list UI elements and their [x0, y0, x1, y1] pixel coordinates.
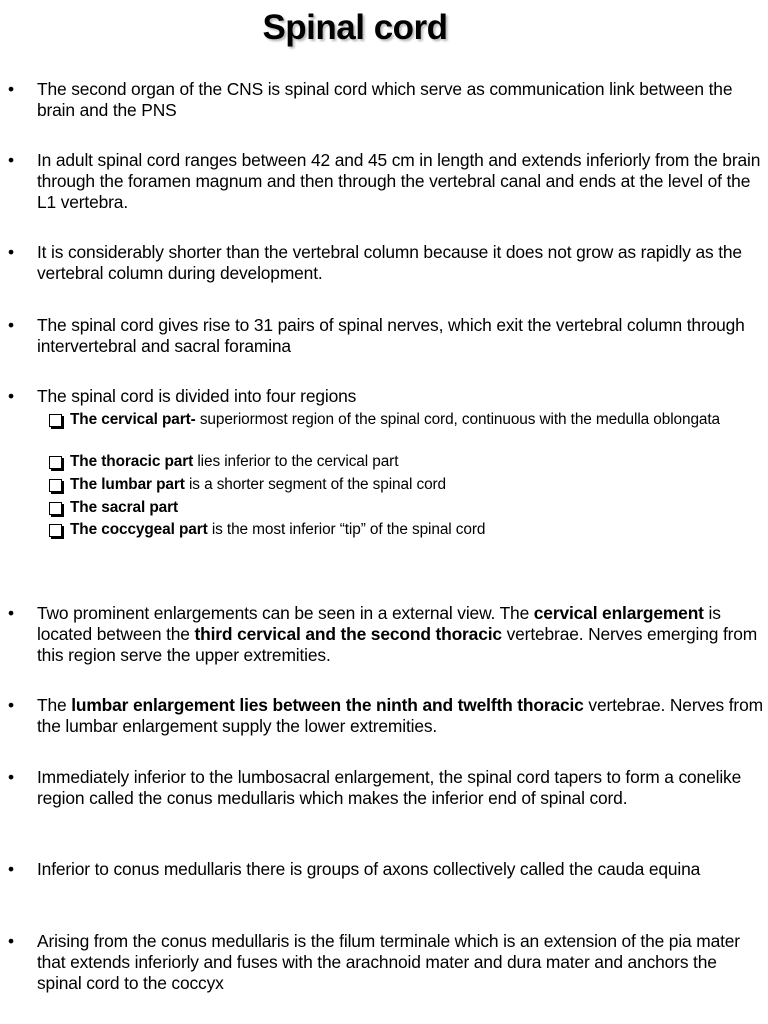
text-run: Two prominent enlargements can be seen in a external view. The: [37, 603, 534, 623]
bullet-lumbar-enlargement: [8, 695, 764, 737]
bullet-filum-terminale: [8, 931, 764, 994]
bullet-text: Arising from the conus medullaris is the filum terminale which is an extension of the pia mater that extends inferiorly and fuses with the arachnoid mater and dura mater and anchors the spinal cord to the coccyx: [37, 931, 740, 993]
bold-term: lumbar enlargement lies between the ninth and twelfth thoracic: [71, 695, 584, 715]
bullet-enlargements: [8, 603, 764, 666]
bullet-text: It is considerably shorter than the vertebral column because it does not grow as rapidly as the vertebral column during development.: [37, 242, 742, 283]
region-desc: is the most inferior “tip” of the spinal cord: [207, 521, 486, 538]
bullet-shorter: [8, 242, 764, 284]
page-title: Spinal cord: [262, 8, 448, 47]
bullet-marker: •: [8, 767, 14, 787]
bullet-marker: •: [8, 150, 14, 170]
bullet-text: The second organ of the CNS is spinal cord which serve as communication link between the brain and the PNS: [37, 79, 733, 120]
bullet-conus-medullaris: [8, 767, 764, 809]
bullet-marker: •: [8, 315, 14, 335]
checkbox-bullet-icon: [49, 502, 62, 515]
bullet-marker: •: [8, 931, 14, 951]
bullet-text: In adult spinal cord ranges between 42 and 45 cm in length and extends inferiorly from the brain through the foramen magnum and then through the vertebral canal and ends at the level of the L1 vertebra.: [37, 150, 761, 212]
bullet-text: The spinal cord gives rise to 31 pairs of spinal nerves, which exit the vertebral column through intervertebral and sacral foramina: [37, 315, 745, 356]
text-run: The: [37, 695, 72, 715]
region-name: The thoracic part: [70, 453, 194, 470]
text-run: vertebrae. Nerves from the lumbar enlargement supply the lower extremities.: [37, 695, 763, 736]
bullet-cauda-equina: [8, 859, 764, 880]
bullet-text: Inferior to conus medullaris there is groups of axons collectively called the cauda equina: [37, 859, 701, 879]
region-desc: superiormost region of the spinal cord, continuous with the medulla oblongata: [195, 411, 721, 428]
region-item-thoracic: [49, 453, 764, 471]
region-name: The sacral part: [70, 499, 178, 516]
text-run: vertebrae. Nerves emerging from this region serve the upper extremities.: [37, 624, 758, 665]
checkbox-bullet-icon: [49, 524, 62, 537]
bullet-regions: [8, 386, 764, 407]
region-item-sacral: [49, 499, 764, 517]
bullet-cns-organ: [8, 79, 764, 121]
text-run: is located between the: [37, 603, 721, 644]
bullet-marker: •: [8, 242, 14, 262]
bold-term: cervical enlargement: [533, 603, 704, 623]
bullet-marker: •: [8, 79, 14, 99]
bullet-marker: •: [8, 603, 14, 623]
checkbox-bullet-icon: [49, 479, 62, 492]
region-item-coccygeal: [49, 521, 764, 539]
bullet-text: Immediately inferior to the lumbosacral enlargement, the spinal cord tapers to form a conelike region called the conus medullaris which makes the inferior end of spinal cord.: [37, 767, 742, 808]
bullet-marker: •: [8, 386, 14, 406]
region-name: The cervical part-: [70, 411, 196, 428]
bullet-marker: •: [8, 695, 14, 715]
region-item-lumbar: [49, 476, 764, 494]
region-name: The lumbar part: [70, 476, 185, 493]
checkbox-bullet-icon: [49, 456, 62, 469]
bullet-adult-length: [8, 150, 764, 213]
region-desc: lies inferior to the cervical part: [193, 453, 399, 470]
bullet-marker: •: [8, 859, 14, 879]
checkbox-bullet-icon: [49, 414, 62, 427]
bold-term: third cervical and the second thoracic: [194, 624, 502, 644]
region-name: The coccygeal part: [70, 521, 208, 538]
bullet-spinal-nerves: [8, 315, 764, 357]
bullet-text: The spinal cord is divided into four regions: [37, 386, 357, 406]
region-desc: is a shorter segment of the spinal cord: [184, 476, 447, 493]
region-item-cervical: [49, 411, 764, 429]
